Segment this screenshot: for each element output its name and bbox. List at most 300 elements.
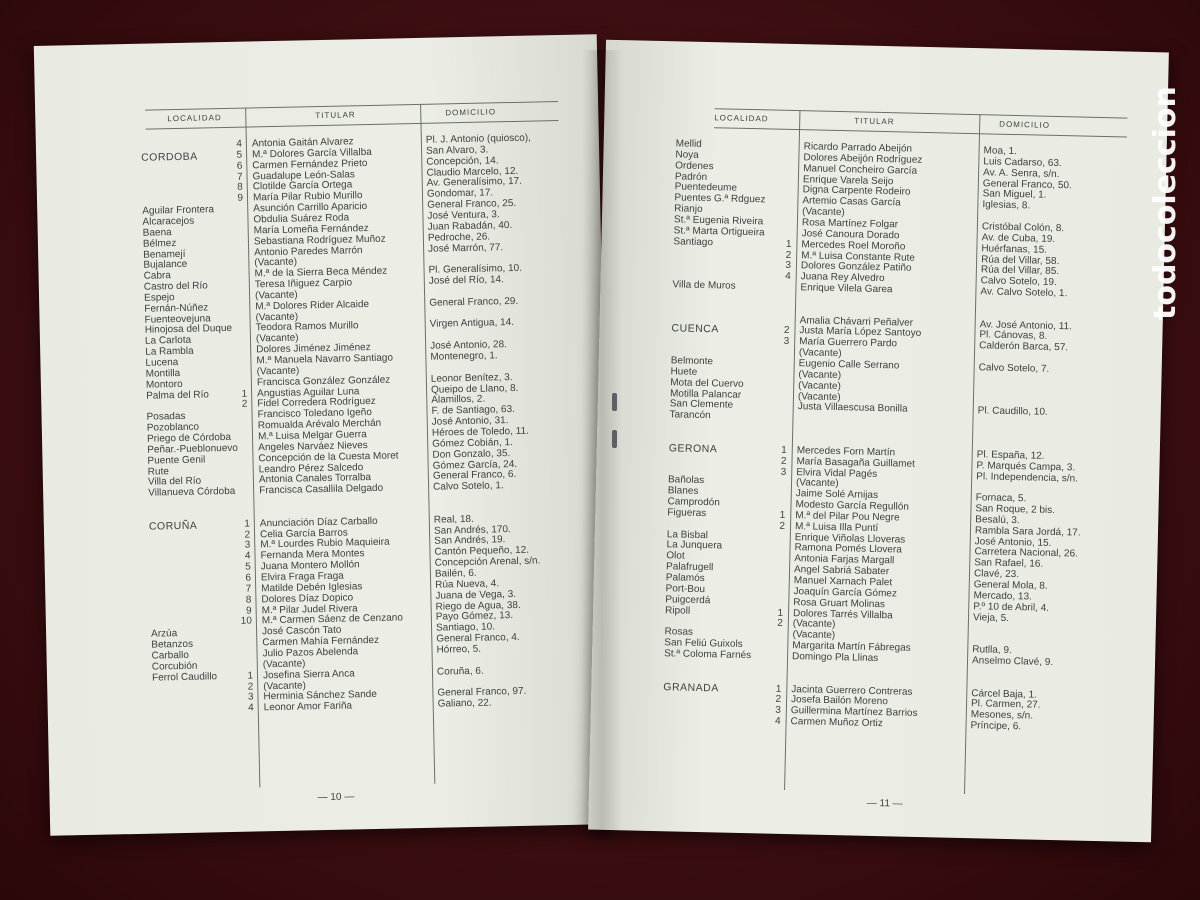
row-domicilio: Juan Rabadán, 40. xyxy=(427,219,513,233)
row-titular: Clotilde García Ortega xyxy=(252,179,353,193)
row-titular: Julio Pazos Abelenda xyxy=(262,646,359,660)
row-domicilio: Héroes de Toledo, 11. xyxy=(431,425,530,439)
row-titular: Amalia Chávarri Peñalver xyxy=(799,314,914,329)
row-number: 3 xyxy=(247,691,254,703)
row-titular: Digna Carpente Rodeiro xyxy=(802,184,911,199)
row-localidad: Belmonte xyxy=(670,355,714,368)
row-titular: Joaquín García Gómez xyxy=(793,585,898,600)
row-number: 2 xyxy=(780,455,787,467)
row-localidad: Bélmez xyxy=(142,237,177,250)
row-domicilio: General Franco, 25. xyxy=(427,198,517,211)
row-localidad: Mota del Cuervo xyxy=(670,376,744,390)
row-titular: Mercedes Roel Moroño xyxy=(801,238,906,253)
row-localidad: Priego de Córdoba xyxy=(146,431,232,445)
row-titular: Leonor Amor Fariña xyxy=(263,700,353,714)
row-localidad: Carballo xyxy=(151,649,189,662)
row-number: 3 xyxy=(783,336,790,348)
row-titular: Antonia Farjas Margall xyxy=(794,553,895,567)
row-localidad: Hinojosa del Duque xyxy=(144,323,233,337)
row-localidad: Betanzos xyxy=(151,638,194,651)
left-page-content xyxy=(34,34,613,836)
row-domicilio: P.º 10 de Abril, 4. xyxy=(973,600,1050,614)
row-localidad: GERONA xyxy=(668,442,718,456)
row-number: 5 xyxy=(236,149,243,161)
row-localidad: La Carlota xyxy=(144,335,192,348)
row-titular: Sebastiana Rodríguez Muñoz xyxy=(253,233,386,248)
row-domicilio: Pl. Generalísimo, 10. xyxy=(428,262,523,276)
row-localidad: Benamejí xyxy=(143,248,186,261)
row-domicilio: Pl. España, 12. xyxy=(976,449,1045,462)
row-localidad: San Feliú Guixols xyxy=(664,637,743,651)
row-titular: Carmen Muñoz Ortiz xyxy=(790,716,883,730)
row-domicilio: José Antonio, 28. xyxy=(430,339,508,352)
row-domicilio: Pedroche, 26. xyxy=(427,231,491,244)
row-titular: (Vacante) xyxy=(798,379,841,392)
row-localidad: St.ª Eugenia Riveira xyxy=(673,214,764,228)
row-domicilio: Riego de Agua, 38. xyxy=(435,599,521,613)
row-domicilio: San Roque, 2 bis. xyxy=(975,503,1056,517)
row-number: 1 xyxy=(241,388,248,400)
row-localidad: La Bisbal xyxy=(666,528,709,541)
row-titular: Jaime Solé Arnijas xyxy=(795,488,879,502)
row-titular: Teresa Iñiguez Carpio xyxy=(254,277,353,291)
row-number: 4 xyxy=(236,138,243,150)
row-titular: Asunción Carrillo Aparicio xyxy=(253,201,368,215)
row-localidad: Montilla xyxy=(145,367,181,380)
row-localidad: Palafrugell xyxy=(665,561,714,574)
row-number: 2 xyxy=(783,325,790,337)
row-domicilio: José del Río, 14. xyxy=(428,274,504,287)
row-domicilio: Payo Gómez, 13. xyxy=(435,610,514,624)
row-titular: Juana Rey Alvedro xyxy=(800,271,885,285)
row-titular: Josefina Sierra Anca xyxy=(262,668,355,681)
row-domicilio: Pl. Cánovas, 8. xyxy=(979,329,1048,343)
row-titular: Carmen Fernández Prieto xyxy=(252,157,368,172)
row-localidad: Corcubión xyxy=(151,660,198,673)
row-localidad: Ripoll xyxy=(664,604,691,617)
row-domicilio: José Ventura, 3. xyxy=(427,209,500,222)
row-titular: Eugenio Calle Serrano xyxy=(798,358,900,372)
row-domicilio: Iglesias, 8. xyxy=(982,199,1031,212)
row-localidad: Huete xyxy=(670,366,698,378)
row-domicilio: Rúa del Villar, 85. xyxy=(980,264,1060,278)
row-number: 2 xyxy=(241,398,248,411)
row-localidad: Ferrol Caudillo xyxy=(151,670,218,684)
row-domicilio: Moa, 1. xyxy=(983,145,1018,158)
row-titular: Juana Montero Mollón xyxy=(260,559,360,573)
row-domicilio: Fornaca, 5. xyxy=(975,492,1027,505)
row-localidad: Espejo xyxy=(143,291,175,304)
row-titular: Francisca Casallila Delgado xyxy=(259,482,384,497)
row-titular: M.ª de la Sierra Beca Méndez xyxy=(254,265,388,280)
row-titular: M.ª Dolores García Villalba xyxy=(252,146,372,161)
row-domicilio: Rúa del Villar, 58. xyxy=(981,253,1060,267)
row-localidad: Cabra xyxy=(143,270,171,282)
row-titular: (Vacante) xyxy=(255,311,299,323)
row-titular: Antonia Canales Torralba xyxy=(258,472,372,486)
header-domicilio: DOMICILIO xyxy=(999,119,1051,130)
row-number: 4 xyxy=(785,271,791,283)
row-number: 1 xyxy=(779,509,786,521)
row-localidad: CUENCA xyxy=(671,322,719,336)
row-localidad: Fuenteovejuna xyxy=(144,312,211,326)
row-localidad: Mellid xyxy=(675,138,702,150)
row-domicilio: San Miguel, 1. xyxy=(982,188,1047,202)
left-rows xyxy=(36,132,599,714)
row-domicilio: Calvo Sotelo, 7. xyxy=(978,362,1050,375)
row-number: 2 xyxy=(779,520,786,532)
row-number: 3 xyxy=(785,260,792,272)
row-number: 3 xyxy=(780,466,787,478)
row-domicilio: Coruña, 6. xyxy=(436,665,484,678)
row-number: 10 xyxy=(240,615,253,628)
row-domicilio: San Andrés, 19. xyxy=(434,534,506,548)
row-domicilio: Pl. Caudillo, 10. xyxy=(977,405,1048,419)
row-titular: Manuel Concheiro García xyxy=(803,162,918,177)
row-titular: (Vacante) xyxy=(802,206,845,219)
row-titular: Francisco Toledano Igeño xyxy=(257,407,373,421)
row-titular: Ricardo Parrado Abeijón xyxy=(803,141,913,155)
row-domicilio: Pl. Independencia, s/n. xyxy=(976,470,1079,485)
row-localidad: Puente Genil xyxy=(147,454,206,467)
row-titular: Angel Sabriá Sabater xyxy=(793,564,890,578)
row-localidad: Alcaracejos xyxy=(142,215,195,228)
row-localidad: San Clemente xyxy=(669,398,734,412)
row-titular: Guillermina Martínez Barrios xyxy=(790,705,918,720)
row-number: 6 xyxy=(245,572,252,584)
right-table-header xyxy=(714,108,1127,137)
row-localidad: St.ª Marta Ortigueira xyxy=(673,225,765,239)
row-titular: Margarita Martín Fábregas xyxy=(792,640,911,654)
row-localidad: Puentes G.ª Rdguez xyxy=(674,192,766,206)
row-number: 1 xyxy=(785,238,792,250)
row-domicilio: Rutlla, 9. xyxy=(972,644,1012,657)
row-titular: Dolores Abeijón Rodríguez xyxy=(803,152,923,166)
row-domicilio: Mercado, 13. xyxy=(973,590,1033,603)
row-localidad: Rianjo xyxy=(674,203,703,216)
row-domicilio: P. Marqués Campa, 3. xyxy=(976,459,1076,474)
row-titular: (Vacante) xyxy=(254,289,298,302)
row-localidad: Puigcerdá xyxy=(665,593,711,606)
row-localidad: Villa del Río xyxy=(147,475,202,489)
row-localidad: Tarancón xyxy=(669,409,711,422)
row-titular: M.ª Dolores Rider Alcaide xyxy=(255,298,370,313)
row-domicilio: Santiago, 10. xyxy=(435,621,496,634)
row-number: 1 xyxy=(781,444,787,456)
staple-top xyxy=(612,393,617,411)
row-domicilio: San Rafael, 16. xyxy=(974,557,1044,571)
row-domicilio: Concepción, 14. xyxy=(426,154,499,168)
row-domicilio: Bailén, 6. xyxy=(434,567,477,580)
row-number: 5 xyxy=(245,561,251,573)
row-domicilio: General Franco, 6. xyxy=(432,469,517,483)
row-titular: Artemio Casas García xyxy=(802,195,901,209)
row-titular: M.ª Luisa Constante Rute xyxy=(801,249,916,264)
row-titular: Concepción de la Cuesta Moret xyxy=(258,450,399,465)
row-domicilio: Anselmo Clavé, 9. xyxy=(971,655,1054,668)
row-titular: Manuel Xarnach Palet xyxy=(793,575,893,589)
row-titular: María Lomeña Fernández xyxy=(253,222,369,237)
row-titular: (Vacante) xyxy=(795,477,839,490)
row-number: 4 xyxy=(248,702,254,714)
row-domicilio: Gómez Cobián, 1. xyxy=(432,436,513,450)
booklet xyxy=(42,40,1152,840)
row-domicilio: Luis Cadarso, 63. xyxy=(983,156,1062,169)
left-page-number: — 10 — xyxy=(317,791,355,804)
row-titular: Rosa Martínez Folgar xyxy=(801,217,899,231)
row-titular: Leandro Pérez Salcedo xyxy=(258,461,364,475)
row-titular: Dolores Jiménez Jiménez xyxy=(256,342,371,356)
left-page xyxy=(34,34,613,836)
row-localidad: Olot xyxy=(666,550,685,562)
row-domicilio: General Franco, 29. xyxy=(429,295,519,309)
row-domicilio: Cantón Pequeño, 12. xyxy=(434,545,530,558)
row-domicilio: José Antonio, 15. xyxy=(974,535,1052,549)
row-domicilio: Cárcel Baja, 1. xyxy=(971,687,1038,701)
row-domicilio: Pl. Carmen, 27. xyxy=(970,698,1041,712)
row-titular: Elvira Fraga Fraga xyxy=(260,570,344,584)
row-titular: Angeles Narváez Nieves xyxy=(258,439,368,454)
row-number: 2 xyxy=(785,249,792,261)
row-localidad: Bañolas xyxy=(667,474,705,487)
row-localidad: Bujalance xyxy=(143,259,188,272)
row-titular: Josefa Bailón Moreno xyxy=(790,694,888,708)
row-titular: Enrique Varela Seijo xyxy=(802,173,894,187)
row-domicilio: Hórreo, 5. xyxy=(436,643,482,656)
row-domicilio: General Franco, 4. xyxy=(436,632,520,645)
row-domicilio: Príncipe, 6. xyxy=(970,720,1022,733)
row-localidad: Aguilar Frontera xyxy=(142,204,215,217)
row-domicilio: Don Gonzalo, 35. xyxy=(432,447,511,461)
row-domicilio: Vieja, 5. xyxy=(972,611,1010,624)
row-titular: Enrique Viñolas Lloveras xyxy=(794,531,906,546)
row-domicilio: Gondomar, 17. xyxy=(426,187,494,201)
right-page xyxy=(588,40,1169,843)
row-localidad: Villanueva Córdoba xyxy=(148,486,236,499)
row-localidad: CORDOBA xyxy=(141,150,198,164)
row-number: 2 xyxy=(244,529,251,541)
row-titular: Matilde Debén Iglesias xyxy=(261,581,363,595)
row-titular: (Vacante) xyxy=(256,365,300,378)
right-page-number: — 11 — xyxy=(866,797,903,810)
row-number: 6 xyxy=(236,160,243,172)
row-domicilio: Gómez García, 24. xyxy=(432,458,518,472)
row-localidad: Puentedeume xyxy=(674,181,738,195)
row-localidad: CORUÑA xyxy=(148,519,198,533)
row-domicilio: José Marrón, 77. xyxy=(428,241,504,255)
row-titular: M.ª Carmen Sáenz de Cenzano xyxy=(261,612,403,627)
row-localidad: Blanes xyxy=(667,485,699,498)
row-localidad: Fernán-Núñez xyxy=(144,302,209,315)
row-domicilio: Juana de Vega, 3. xyxy=(435,588,517,602)
row-titular: Jacinta Guerrero Contreras xyxy=(791,683,913,698)
row-domicilio: Av. A. Senra, s/n. xyxy=(982,166,1060,180)
row-titular: Angustias Aguilar Luna xyxy=(256,385,360,399)
row-titular: Ramona Pomés Llovera xyxy=(794,542,902,556)
header-titular: TITULAR xyxy=(315,110,356,121)
row-titular: María Guerrero Pardo xyxy=(799,336,898,350)
row-domicilio: Mesones, s/n. xyxy=(970,709,1034,722)
row-localidad: Pozoblanco xyxy=(146,421,200,434)
row-titular: Modesto García Regullón xyxy=(795,499,910,513)
row-titular: Justa Villaescusa Bonilla xyxy=(797,401,908,416)
row-titular: José Canoura Dorado xyxy=(801,228,900,242)
row-titular: Dolores Díaz Dopico xyxy=(261,592,354,606)
row-titular: M.ª del Pilar Pou Negre xyxy=(795,510,900,524)
row-number: 2 xyxy=(777,618,783,630)
row-domicilio: Virgen Antigua, 14. xyxy=(429,317,515,331)
row-number: 2 xyxy=(247,681,254,693)
row-localidad: Port-Bou xyxy=(665,583,706,595)
row-localidad: Camprodón xyxy=(667,496,720,509)
row-localidad: Santiago xyxy=(673,235,714,248)
row-titular: Dolores Tarrés Villalba xyxy=(792,607,893,621)
row-localidad: Palamós xyxy=(665,572,705,585)
row-domicilio: General Mola, 8. xyxy=(973,579,1048,592)
row-number: 1 xyxy=(244,518,250,530)
row-titular: (Vacante) xyxy=(798,369,842,381)
row-localidad: Montoro xyxy=(145,378,183,391)
row-domicilio: San Alvaro, 3. xyxy=(425,144,489,157)
row-titular: M.ª Manuela Navarro Santiago xyxy=(256,352,394,367)
row-titular: M.ª Pilar Judel Rivera xyxy=(261,602,358,616)
row-localidad: Arzúa xyxy=(151,628,178,640)
row-domicilio: Cristóbal Colón, 8. xyxy=(981,221,1065,235)
row-domicilio: Real, 18. xyxy=(433,513,474,526)
row-localidad: Baena xyxy=(142,226,172,239)
row-titular: (Vacante) xyxy=(263,679,306,692)
row-titular: María Basagaña Guillamet xyxy=(796,455,916,470)
row-number: 3 xyxy=(775,704,781,717)
row-domicilio: Calvo Sotelo, 1. xyxy=(433,480,504,493)
row-number: 1 xyxy=(247,670,254,682)
row-domicilio: F. de Santiago, 63. xyxy=(431,404,516,417)
row-localidad: GRANADA xyxy=(663,680,719,694)
row-domicilio: Montenegro, 1. xyxy=(430,350,498,363)
row-titular: M.ª Luisa Illa Puntí xyxy=(794,520,879,534)
row-titular: Rosa Gruart Molinas xyxy=(793,596,886,610)
right-rows xyxy=(604,138,1167,733)
row-localidad: Ordenes xyxy=(675,160,714,172)
row-titular: Romualda Arévalo Merchán xyxy=(257,417,382,432)
row-localidad: Figueras xyxy=(667,507,707,519)
row-domicilio: Rambla Sara Jordá, 17. xyxy=(974,524,1081,539)
row-titular: Domingo Pla Llinas xyxy=(791,651,879,664)
row-domicilio: General Franco, 50. xyxy=(982,177,1072,191)
row-titular: Francisca González González xyxy=(256,374,391,389)
row-titular: Guadalupe León-Salas xyxy=(252,168,355,182)
row-localidad: La Junquera xyxy=(666,539,723,552)
row-titular: Herminia Sánchez Sande xyxy=(263,689,377,703)
watermark-logo xyxy=(1148,30,1186,330)
row-titular: (Vacante) xyxy=(254,256,298,269)
left-table-header xyxy=(145,101,558,130)
row-number: 9 xyxy=(245,605,252,617)
row-titular: José Cascón Tato xyxy=(261,624,342,638)
row-domicilio: Queipo de Llano, 8. xyxy=(430,382,519,396)
row-domicilio: General Franco, 97. xyxy=(437,686,527,700)
row-titular: Celia García Barros xyxy=(259,527,348,540)
row-localidad: Lucena xyxy=(145,357,179,369)
row-domicilio: Galiano, 22. xyxy=(437,697,492,710)
row-localidad: Padrón xyxy=(674,170,708,183)
row-number: 7 xyxy=(236,171,243,183)
staple-bottom xyxy=(612,430,617,448)
row-number: 1 xyxy=(777,607,784,619)
row-titular: Mercedes Forn Martín xyxy=(796,444,896,459)
row-domicilio: Av. de Cuba, 19. xyxy=(981,232,1056,245)
row-domicilio: Claudio Marcelo, 12. xyxy=(426,165,519,179)
row-localidad: Castro del Río xyxy=(143,280,208,293)
row-localidad: Peñar.-Pueblonuevo xyxy=(147,442,238,456)
row-localidad: St.ª Coloma Farnés xyxy=(663,648,752,662)
right-page-content xyxy=(588,40,1169,843)
row-localidad: Posadas xyxy=(146,411,186,423)
row-number: 4 xyxy=(244,550,251,562)
row-localidad: Motilla Palancar xyxy=(669,387,742,401)
row-titular: (Vacante) xyxy=(255,332,299,345)
row-titular: Teodora Ramos Murillo xyxy=(255,320,359,334)
row-domicilio: San Andrés, 170. xyxy=(433,523,511,537)
row-domicilio: Av. Generalísimo, 17. xyxy=(426,176,523,190)
header-localidad: LOCALIDAD xyxy=(167,113,222,124)
row-domicilio: Av. José Antonio, 11. xyxy=(979,318,1073,332)
header-localidad: LOCALIDAD xyxy=(714,113,769,124)
row-titular: Justa María López Santoyo xyxy=(799,325,922,340)
row-domicilio: Rúa Nueva, 4. xyxy=(435,578,500,591)
row-number: 4 xyxy=(774,715,781,727)
row-number: 2 xyxy=(775,694,782,706)
row-domicilio: Calderón Barca, 57. xyxy=(979,340,1069,354)
row-titular: M.ª Lourdes Rubio Maquieira xyxy=(260,537,390,551)
row-domicilio: José Antonio, 31. xyxy=(431,415,509,428)
row-localidad: Noya xyxy=(675,149,699,161)
row-domicilio: Clavé, 23. xyxy=(973,568,1020,581)
row-domicilio: Calvo Sotelo, 19. xyxy=(980,275,1057,289)
row-domicilio: Av. Calvo Sotelo, 1. xyxy=(980,286,1068,300)
row-titular: (Vacante) xyxy=(262,658,306,671)
watermark-text: todocoleccion xyxy=(1148,86,1183,320)
row-domicilio: Leonor Benítez, 3. xyxy=(430,371,513,385)
row-domicilio: Pl. J. Antonio (quiosco), xyxy=(425,132,532,146)
row-titular: (Vacante) xyxy=(798,347,842,360)
row-titular: (Vacante) xyxy=(797,390,841,403)
row-number: 8 xyxy=(245,594,252,606)
row-titular: Fidel Corredera Rodríguez xyxy=(257,396,376,410)
row-titular: M.ª Luisa Melgar Guerra xyxy=(257,429,367,443)
row-number: 3 xyxy=(244,539,251,552)
row-titular: (Vacante) xyxy=(792,618,836,631)
row-localidad: Rute xyxy=(147,465,169,478)
row-titular: Antonia Gaitán Alvarez xyxy=(251,136,354,150)
row-titular: Dolores González Patiño xyxy=(800,260,912,275)
row-titular: (Vacante) xyxy=(792,629,836,642)
row-localidad: Palma del Río xyxy=(146,388,210,402)
row-domicilio: Concepción Arenal, s/n. xyxy=(434,555,541,569)
header-domicilio: DOMICILIO xyxy=(445,107,497,118)
header-titular: TITULAR xyxy=(854,116,895,127)
row-number: 7 xyxy=(245,583,252,595)
row-titular: Antonio Paredes Marrón xyxy=(254,244,363,258)
row-titular: Fernanda Mera Montes xyxy=(260,548,365,562)
row-domicilio: Alamillos, 2. xyxy=(431,393,486,407)
row-domicilio: Carretera Nacional, 26. xyxy=(974,546,1078,560)
row-localidad: Rosas xyxy=(664,626,694,639)
row-titular: Carmen Mahía Fernández xyxy=(262,634,380,649)
row-titular: Obdulia Suárez Roda xyxy=(253,212,350,226)
row-titular: Enrique Vilela Garea xyxy=(800,282,893,296)
row-titular: Anunciación Díaz Carballo xyxy=(259,515,378,530)
